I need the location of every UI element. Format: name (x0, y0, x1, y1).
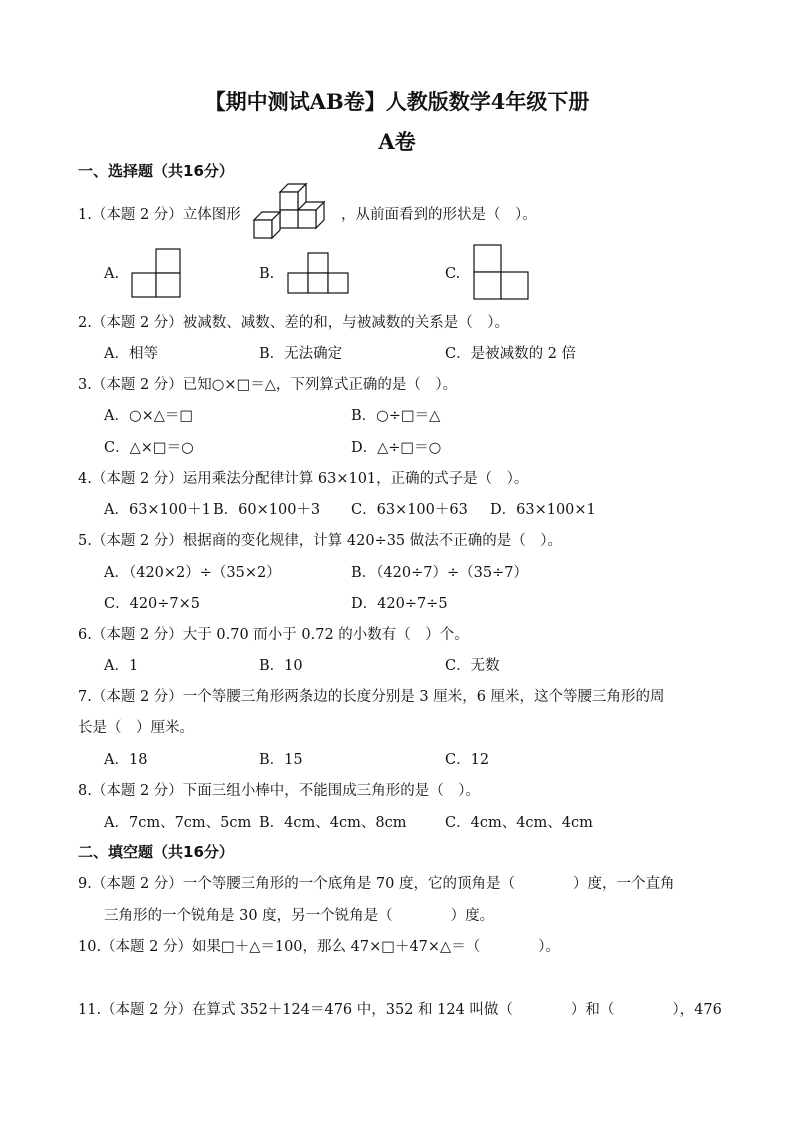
q3-option-d[interactable]: D．△÷□＝○ (351, 440, 442, 456)
question-10-text: 10.（本题 2 分）如果□＋△＝100，那么 47×□＋47×△＝（ ）。 (78, 939, 560, 955)
q6-option-c[interactable]: C．无数 (445, 658, 500, 674)
section-heading-fill: 二、填空题（共16分） (78, 843, 234, 861)
q8-option-a[interactable]: A．7cm、7cm、5cm (104, 815, 252, 831)
q2-option-c[interactable]: C．是被减数的 2 倍 (445, 346, 577, 362)
q3-option-b[interactable]: B．○÷□＝△ (351, 408, 441, 424)
page-title: 【期中测试AB卷】人教版数学4年级下册 (204, 89, 590, 114)
q8-option-b[interactable]: B．4cm、4cm、8cm (259, 815, 407, 831)
question-7-text-line1: 7.（本题 2 分）一个等腰三角形两条边的长度分别是 3 厘米，6 厘米，这个等腰三角形的周 (78, 689, 665, 705)
q1-option-a-figure (131, 248, 183, 300)
q1-option-b-label[interactable]: B. (259, 266, 275, 282)
q4-option-d[interactable]: D．63×100×1 (490, 502, 596, 518)
q6-option-b[interactable]: B．10 (259, 658, 303, 674)
q1-option-a-label[interactable]: A. (104, 266, 120, 282)
q1-option-c-label[interactable]: C. (445, 266, 461, 282)
q4-option-a[interactable]: A．63×100＋1 (104, 502, 211, 518)
q7-option-b[interactable]: B．15 (259, 752, 303, 768)
q3-option-c[interactable]: C．△×□＝○ (104, 440, 194, 456)
3d-cube-stack-icon (250, 180, 340, 242)
q1-option-b-figure (287, 252, 351, 296)
question-5-text: 5.（本题 2 分）根据商的变化规律，计算 420÷35 做法不正确的是（ ）。 (78, 533, 563, 549)
question-4-text: 4.（本题 2 分）运用乘法分配律计算 63×101，正确的式子是（ ）。 (78, 471, 529, 487)
q8-option-c[interactable]: C．4cm、4cm、4cm (445, 815, 593, 831)
question-9-text-line1: 9.（本题 2 分）一个等腰三角形的一个底角是 70 度，它的顶角是（ ）度，一个直角 (78, 876, 675, 892)
q5-option-d[interactable]: D．420÷7÷5 (351, 596, 448, 612)
question-3-text: 3.（本题 2 分）已知○×□＝△，下列算式正确的是（ ）。 (78, 377, 458, 393)
q3-option-a[interactable]: A．○×△＝□ (104, 408, 194, 424)
q7-option-c[interactable]: C．12 (445, 752, 490, 768)
q2-option-a[interactable]: A．相等 (104, 346, 158, 362)
question-2-text: 2.（本题 2 分）被减数、减数、差的和，与被减数的关系是（ ）。 (78, 315, 510, 331)
question-8-text: 8.（本题 2 分）下面三组小棒中，不能围成三角形的是（ ）。 (78, 783, 481, 799)
q4-option-b[interactable]: B．60×100＋3 (213, 502, 321, 518)
q7-option-a[interactable]: A．18 (104, 752, 148, 768)
question-1-text-after: ，从前面看到的形状是（ ）。 (341, 207, 537, 223)
page-subtitle: A卷 (378, 129, 416, 154)
q2-option-b[interactable]: B．无法确定 (259, 346, 343, 362)
question-1-text-before: 1.（本题 2 分）立体图形 (78, 207, 241, 223)
q5-option-b[interactable]: B．（420÷7）÷（35÷7） (351, 565, 528, 581)
question-11-text: 11.（本题 2 分）在算式 352＋124＝476 中，352 和 124 叫做（ ）和（ ），476 (78, 1002, 722, 1018)
q5-option-a[interactable]: A．（420×2）÷（35×2） (104, 565, 281, 581)
q4-option-c[interactable]: C．63×100＋63 (351, 502, 468, 518)
question-7-text-line2: 长是（ ）厘米。 (78, 720, 194, 736)
q5-option-c[interactable]: C．420÷7×5 (104, 596, 201, 612)
question-9-text-line2: 三角形的一个锐角是 30 度，另一个锐角是（ ）度。 (104, 908, 495, 924)
section-heading-choice: 一、选择题（共16分） (78, 162, 234, 180)
question-6-text: 6.（本题 2 分）大于 0.70 而小于 0.72 的小数有（ ）个。 (78, 627, 469, 643)
q6-option-a[interactable]: A．1 (104, 658, 139, 674)
q1-option-c-figure (473, 244, 531, 302)
